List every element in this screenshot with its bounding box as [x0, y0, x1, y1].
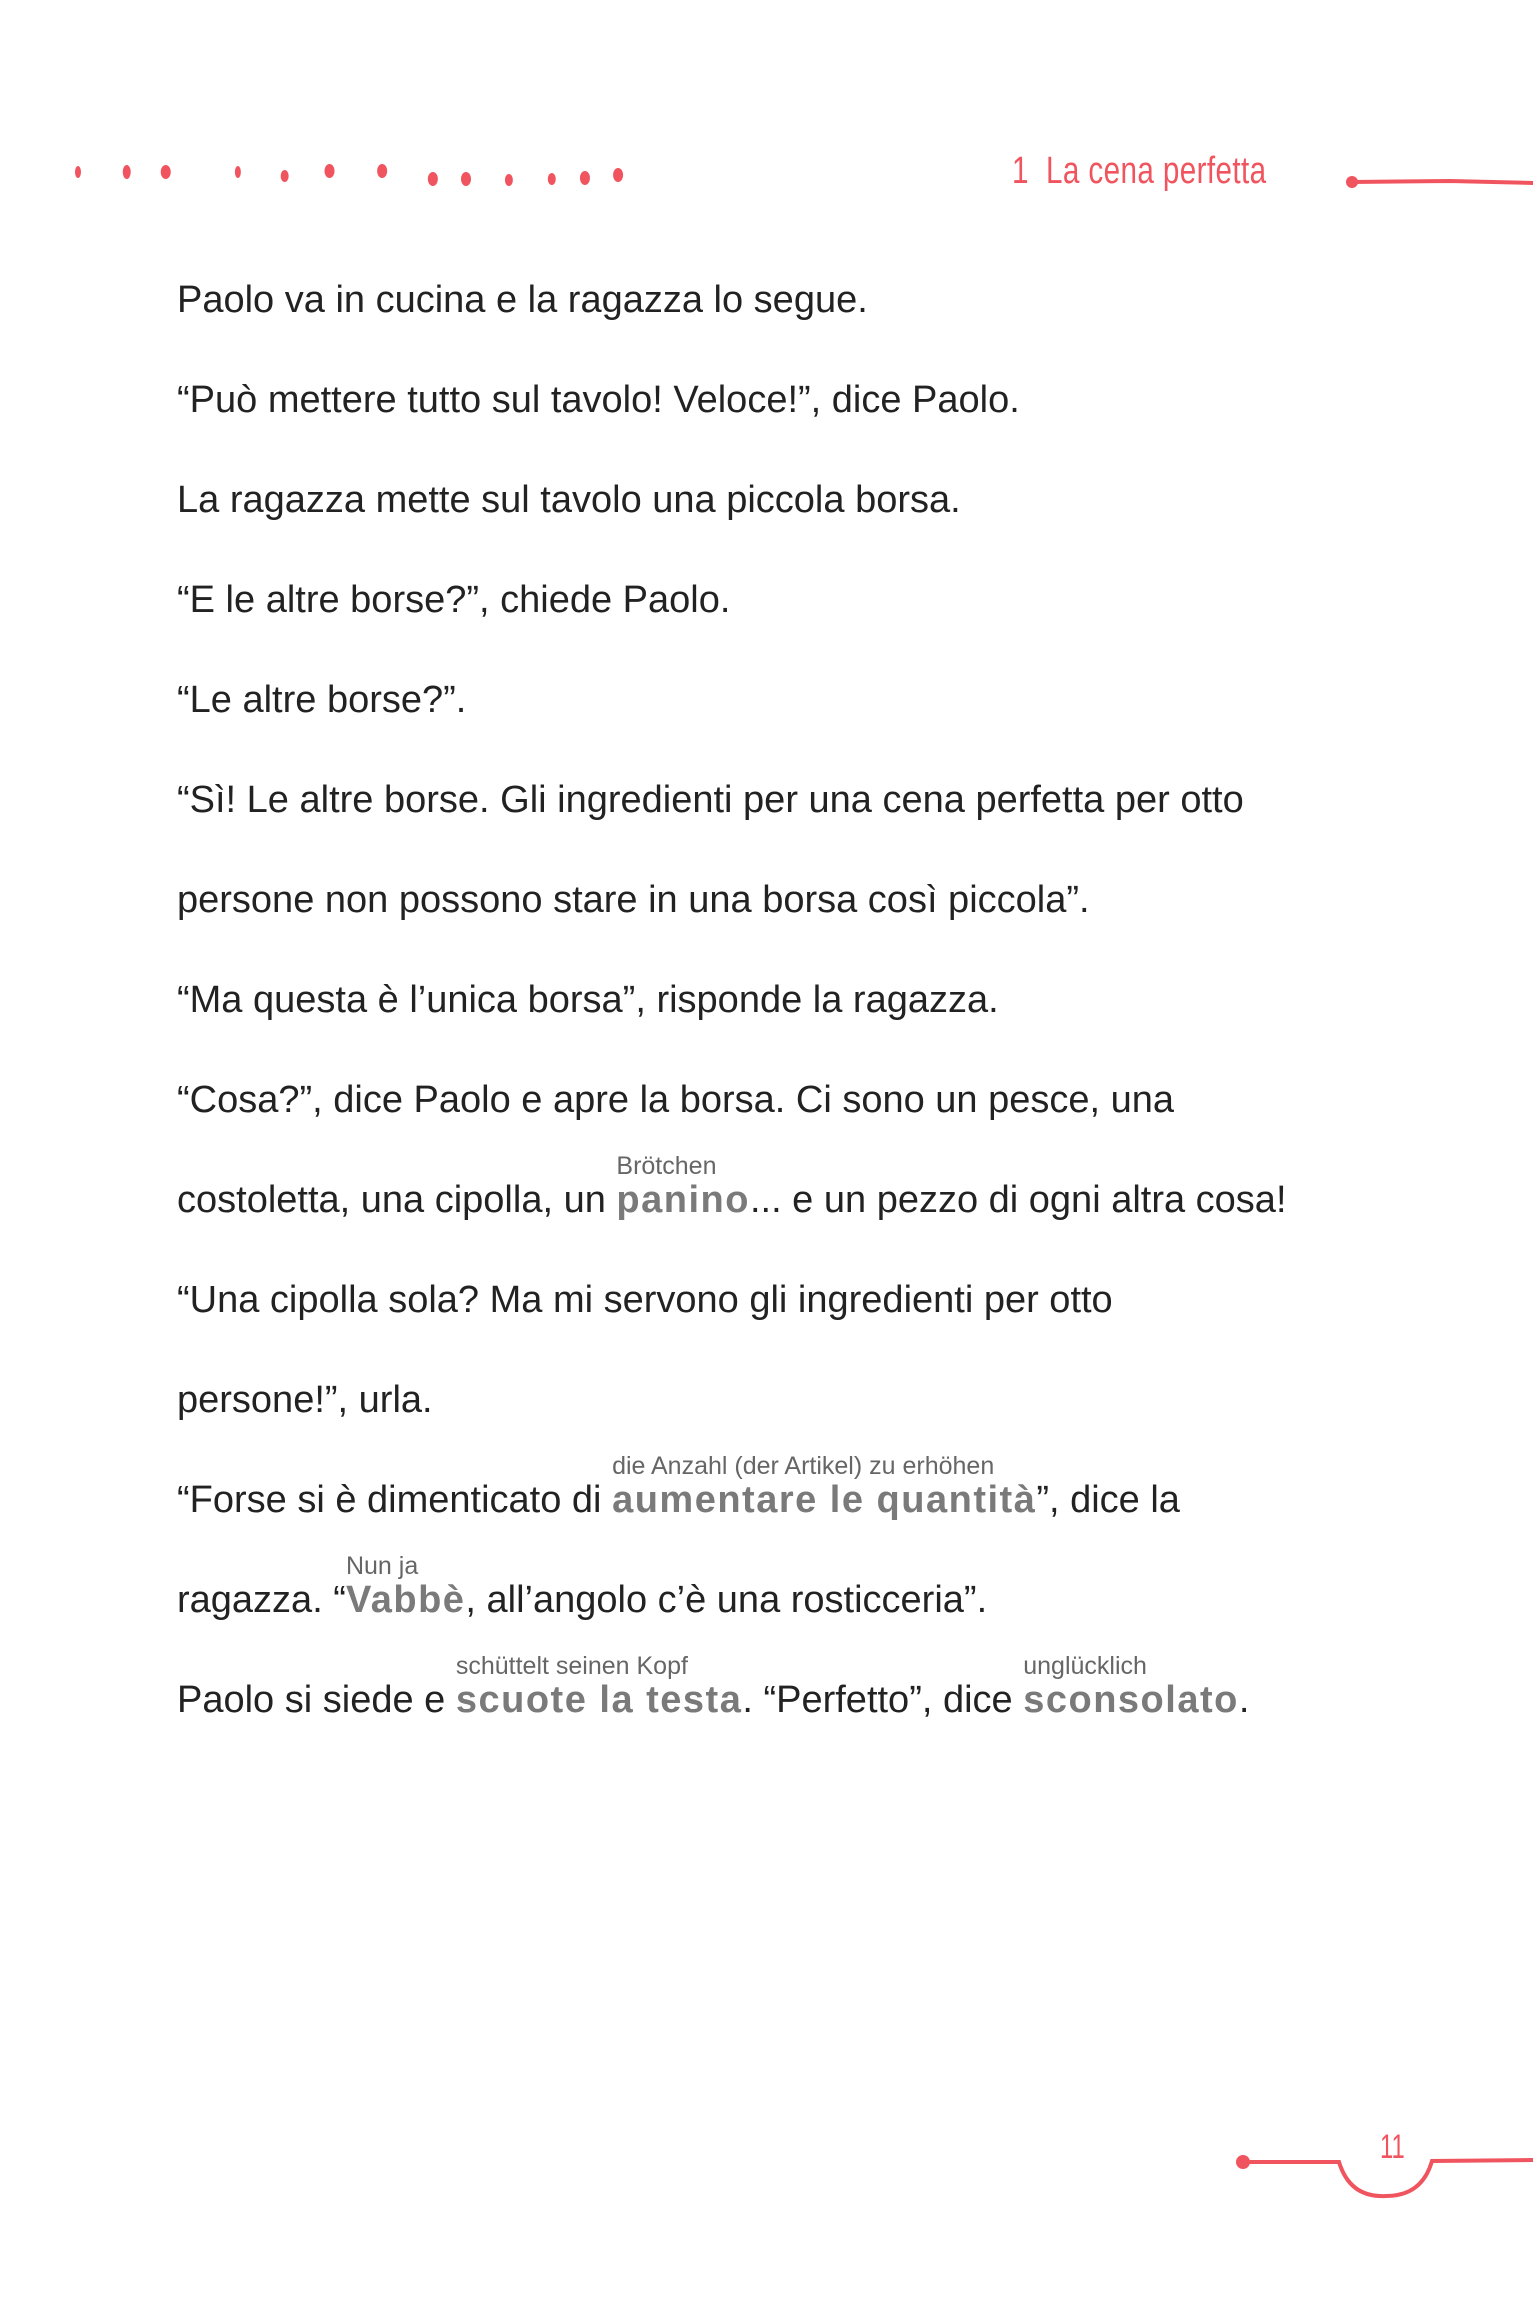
header-dot [123, 165, 131, 179]
text-line: persone non possono stare in una borsa così piccola”. [177, 879, 1090, 921]
text-line: “Cosa?”, dice Paolo e apre la borsa. Ci sono un pesce, una [177, 1079, 1175, 1121]
header-dot [580, 171, 590, 185]
text: Paolo si siede e [177, 1679, 456, 1721]
chapter-title: La cena perfetta [1046, 150, 1267, 192]
text-line: La ragazza mette sul tavolo una piccola borsa. [177, 479, 961, 521]
header-dot [235, 166, 241, 178]
vocab-word: panino [616, 1179, 750, 1221]
text-line [177, 1152, 1287, 1223]
page-number: 11 [1380, 2128, 1405, 2166]
header-rule [1352, 181, 1533, 183]
gloss: Nun ja [345, 1552, 419, 1580]
text-line: “E le altre borse?”, chiede Paolo. [177, 579, 731, 621]
text-line: “Sì! Le altre borse. Gli ingredienti per una cena perfetta per otto [177, 779, 1244, 821]
gloss: unglücklich [1023, 1652, 1147, 1680]
footer-rule-dot [1236, 2155, 1250, 2169]
text-line: Paolo va in cucina e la ragazza lo segue. [177, 279, 868, 321]
vocab-word: scuote la testa [455, 1679, 743, 1721]
text-line: “Una cipolla sola? Ma mi servono gli ingredienti per otto [177, 1279, 1113, 1321]
header-dot [428, 172, 438, 186]
glossed-word [1023, 1652, 1239, 1723]
text: . [1238, 1679, 1250, 1721]
vocab-word: aumentare le quantità [612, 1479, 1037, 1521]
text: ... e un pezzo di ogni altra cosa! [749, 1179, 1287, 1221]
text-line: “Può mettere tutto sul tavolo! Veloce!”, dice Paolo. [177, 379, 1020, 421]
text: “Forse si è dimenticato di [177, 1479, 613, 1521]
text: ragazza. “ [177, 1579, 346, 1621]
chapter-number: 1 [1012, 150, 1029, 192]
header-dot [505, 174, 513, 186]
text-line [177, 1452, 1180, 1523]
gloss: schüttelt seinen Kopf [455, 1652, 688, 1680]
header-dot [325, 164, 335, 178]
header-dot [461, 172, 471, 186]
header-dot [377, 164, 387, 178]
text: . “Perfetto”, dice [742, 1679, 1024, 1721]
header-dot [75, 166, 81, 178]
header-dot [548, 173, 556, 185]
text-line: “Le altre borse?”. [177, 679, 467, 721]
vocab-word: Vabbè [345, 1579, 466, 1621]
text-line: “Ma questa è l’unica borsa”, risponde la ragazza. [177, 979, 999, 1021]
text-line [177, 1652, 1250, 1723]
vocab-word: sconsolato [1023, 1679, 1239, 1721]
text: ”, dice la [1036, 1479, 1180, 1521]
text-line: persone!”, urla. [177, 1379, 433, 1421]
chapter-heading [1012, 150, 1267, 193]
header-rule-dot [1346, 176, 1358, 188]
glossed-word [616, 1152, 750, 1223]
header-dot [281, 170, 289, 182]
gloss: Brötchen [616, 1152, 717, 1180]
gloss: die Anzahl (der Artikel) zu erhöhen [612, 1452, 995, 1480]
header-dot [161, 165, 171, 179]
text: costoletta, una cipolla, un [177, 1179, 617, 1221]
glossed-word [612, 1452, 1037, 1523]
glossed-word [345, 1552, 466, 1623]
header-dot [613, 168, 623, 182]
text-line [177, 1552, 988, 1623]
glossed-word [455, 1652, 743, 1723]
text: , all’angolo c’è una rosticceria”. [465, 1579, 988, 1621]
